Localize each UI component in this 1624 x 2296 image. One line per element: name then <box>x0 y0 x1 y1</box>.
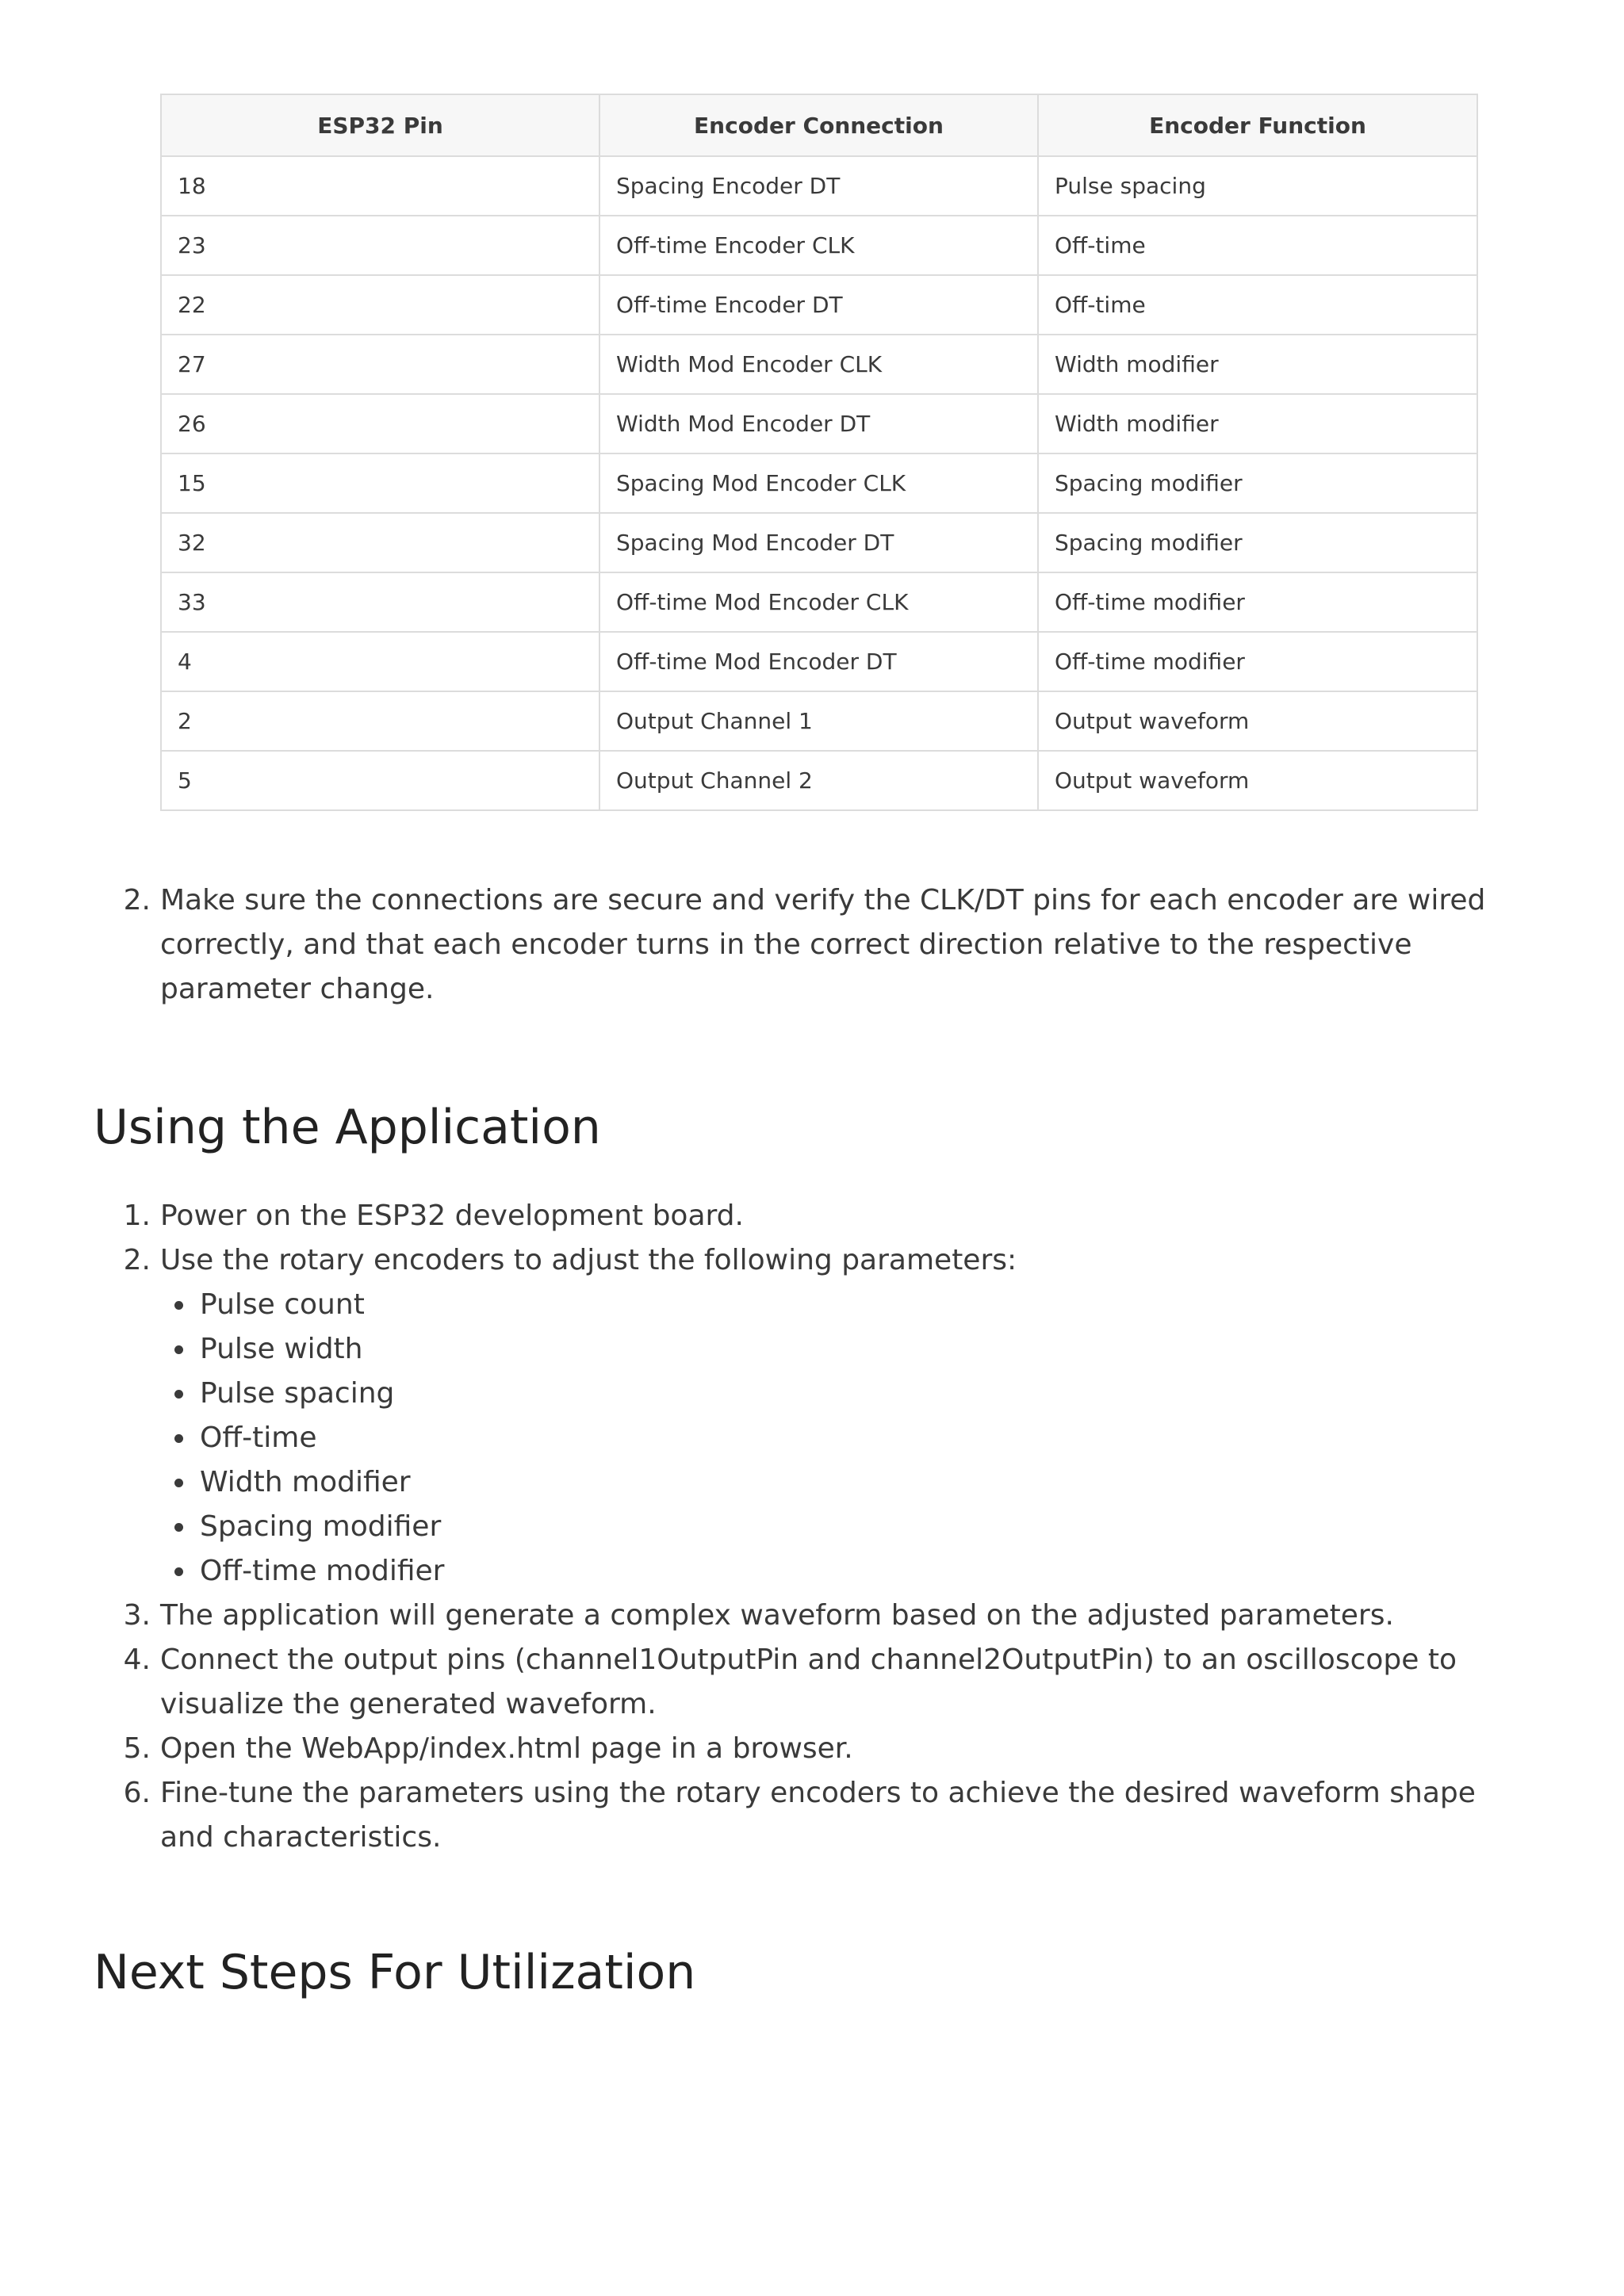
table-row <box>161 572 1477 632</box>
table-cell: Off-time <box>1038 216 1477 275</box>
bullet-icon <box>174 1567 183 1576</box>
bullet-text: Spacing modifier <box>200 1510 442 1543</box>
table-header-cell: Encoder Function <box>1038 94 1477 156</box>
table-cell: Spacing Encoder DT <box>599 156 1038 216</box>
table-cell: Output waveform <box>1038 691 1477 751</box>
table-cell: Width modifier <box>1038 335 1477 394</box>
table-cell: 18 <box>161 156 599 216</box>
table-cell: Width Mod Encoder CLK <box>599 335 1038 394</box>
bullet-item <box>160 1327 1489 1372</box>
bullet-text: Off-time <box>200 1422 317 1454</box>
list-item-number: 4. <box>123 1644 151 1676</box>
setup-steps-list <box>94 878 1489 1012</box>
table-cell: 22 <box>161 275 599 335</box>
list-item <box>94 1727 1489 1771</box>
table-cell: Width modifier <box>1038 394 1477 453</box>
bullet-item <box>160 1549 1489 1594</box>
table-cell: 33 <box>161 572 599 632</box>
table-cell: Off-time Mod Encoder CLK <box>599 572 1038 632</box>
bullet-item <box>160 1283 1489 1327</box>
table-row <box>161 216 1477 275</box>
table-cell: 15 <box>161 453 599 513</box>
using-steps-list <box>94 1194 1489 1860</box>
table-row <box>161 691 1477 751</box>
table-cell: Spacing modifier <box>1038 513 1477 572</box>
bullet-icon <box>174 1345 183 1354</box>
table-cell: 26 <box>161 394 599 453</box>
bullet-text: Pulse count <box>200 1288 365 1321</box>
bullet-text: Pulse width <box>200 1333 363 1365</box>
table-cell: Spacing Mod Encoder DT <box>599 513 1038 572</box>
bullet-item <box>160 1505 1489 1549</box>
table-row <box>161 632 1477 691</box>
table-header-row <box>161 94 1477 156</box>
list-item-text: Make sure the connections are secure and verify the CLK/DT pins for each encoder are wired correctly, and that each encoder turns in the correct direction relative to the respective parameter change. <box>160 884 1486 1005</box>
pin-table <box>160 94 1478 811</box>
table-row <box>161 453 1477 513</box>
bullet-icon <box>174 1301 183 1310</box>
table-cell: 2 <box>161 691 599 751</box>
bullet-text: Pulse spacing <box>200 1377 395 1410</box>
table-cell: Spacing Mod Encoder CLK <box>599 453 1038 513</box>
list-item-number: 2. <box>123 1244 151 1276</box>
table-cell: Off-time Encoder CLK <box>599 216 1038 275</box>
table-row <box>161 275 1477 335</box>
bullet-text: Off-time modifier <box>200 1555 445 1587</box>
table-row <box>161 394 1477 453</box>
list-item-number: 2. <box>123 884 151 916</box>
table-cell: Spacing modifier <box>1038 453 1477 513</box>
table-cell: Output Channel 1 <box>599 691 1038 751</box>
table-cell: Off-time Mod Encoder DT <box>599 632 1038 691</box>
bullet-item <box>160 1460 1489 1505</box>
list-item <box>94 1638 1489 1727</box>
table-cell: Output Channel 2 <box>599 751 1038 810</box>
list-item-text: Power on the ESP32 development board. <box>160 1200 744 1232</box>
list-item <box>94 1771 1489 1860</box>
list-item-text: The application will generate a complex waveform based on the adjusted parameters. <box>160 1599 1394 1632</box>
table-cell: Pulse spacing <box>1038 156 1477 216</box>
list-item-text: Connect the output pins (channel1OutputPin and channel2OutputPin) to an oscilloscope to visualize the generated waveform. <box>160 1644 1457 1720</box>
list-item <box>94 1238 1489 1594</box>
bullet-item <box>160 1416 1489 1460</box>
bullet-icon <box>174 1523 183 1532</box>
table-cell: Output waveform <box>1038 751 1477 810</box>
table-cell: Off-time modifier <box>1038 632 1477 691</box>
table-cell: 5 <box>161 751 599 810</box>
table-cell: Off-time modifier <box>1038 572 1477 632</box>
table-row <box>161 513 1477 572</box>
table-cell: Off-time <box>1038 275 1477 335</box>
table-cell: 27 <box>161 335 599 394</box>
bullet-icon <box>174 1479 183 1487</box>
bullet-icon <box>174 1390 183 1399</box>
list-item-number: 5. <box>123 1732 151 1765</box>
table-body <box>161 156 1477 810</box>
list-item <box>94 1194 1489 1238</box>
table-row <box>161 156 1477 216</box>
parameter-bullet-list <box>160 1283 1489 1594</box>
table-cell: Width Mod Encoder DT <box>599 394 1038 453</box>
bullet-icon <box>174 1434 183 1443</box>
section-heading-next-steps: Next Steps For Utilization <box>94 1945 696 2000</box>
section-heading-using: Using the Application <box>94 1100 601 1155</box>
list-item-number: 3. <box>123 1599 151 1632</box>
table-header-cell: Encoder Connection <box>599 94 1038 156</box>
list-item <box>94 1594 1489 1638</box>
table-row <box>161 751 1477 810</box>
list-item-text: Open the WebApp/index.html page in a browser. <box>160 1732 853 1765</box>
table-cell: 4 <box>161 632 599 691</box>
list-item-number: 1. <box>123 1200 151 1232</box>
table-cell: 32 <box>161 513 599 572</box>
list-item <box>94 878 1489 1012</box>
table-cell: 23 <box>161 216 599 275</box>
table-header-cell: ESP32 Pin <box>161 94 599 156</box>
table-cell: Off-time Encoder DT <box>599 275 1038 335</box>
bullet-item <box>160 1372 1489 1416</box>
list-item-text: Fine-tune the parameters using the rotary encoders to achieve the desired waveform shape and characteristics. <box>160 1777 1476 1854</box>
bullet-text: Width modifier <box>200 1466 411 1498</box>
list-item-number: 6. <box>123 1777 151 1809</box>
table-row <box>161 335 1477 394</box>
list-item-text: Use the rotary encoders to adjust the following parameters: <box>160 1244 1017 1276</box>
